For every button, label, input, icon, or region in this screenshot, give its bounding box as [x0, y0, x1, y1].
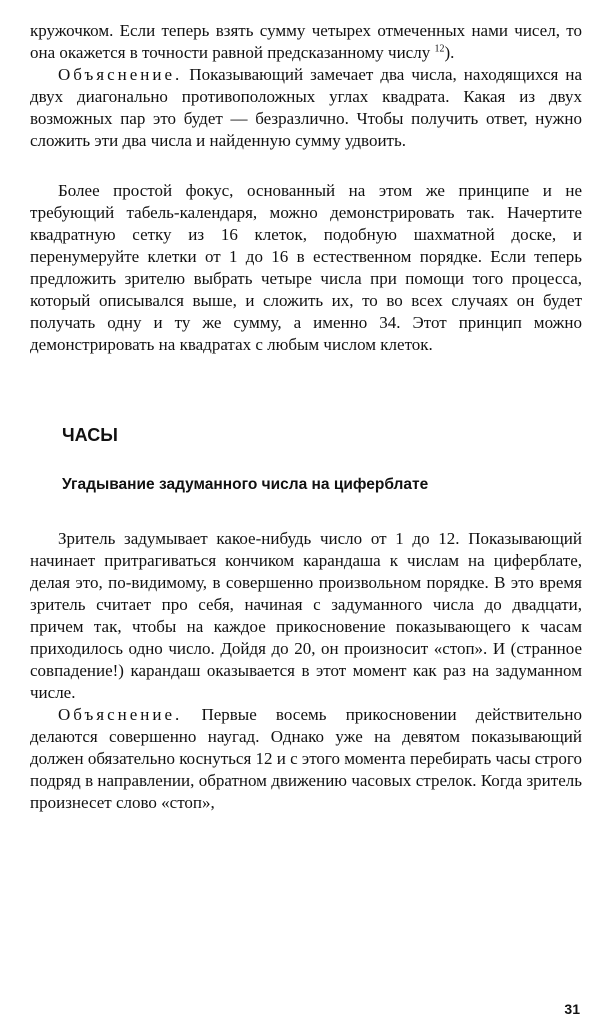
section-heading: ЧАСЫ: [62, 425, 118, 445]
spacer: [30, 446, 582, 474]
paragraph-text: Первые восемь прикосновении действительно делаются совершенно наугад. Однако уже на девятом показывающий должен обязательно коснуться 12 и с этого момента перебирать часы строго подряд в направлении, обратном движению часовых стрелок. Когда зритель произнесет слово «стоп»,: [30, 705, 582, 812]
spacer: [30, 356, 582, 424]
explanation-lead: Объяснение.: [58, 705, 183, 724]
spacer: [30, 496, 582, 528]
paragraph-text: Более простой фокус, основанный на этом же принципе и не требующий табель-календаря, можно демонстрировать так. Начертите квадратную сетку из 16 клеток, подобную шахматной доске, и перенумеруйте клетки от 1 до 16 в естественном порядке. Если теперь предложить зрителю выбрать четыре числа при помощи того процесса, который описывался выше, и сложить их, то во всех случаях он будет получать одну и ту же сумму, а именно 34. Этот принцип можно демонстрировать на квадратах с любым числом клеток.: [30, 181, 582, 354]
paragraph-end: ).: [444, 43, 455, 62]
paragraph-clock-trick: [30, 528, 582, 704]
spacer: [30, 152, 582, 180]
paragraph-text: Показывающий замечает два числа, находящихся на двух диагонально противоположных углах квадрата. Какая из двух возможных пар это будет — безразлично. Чтобы получить ответ, нужно сложить эти два числа и найденную сумму удвоить.: [30, 65, 582, 150]
paragraph-explanation: [30, 64, 582, 152]
footnote-marker: 12: [434, 43, 445, 55]
explanation-lead: Объяснение.: [58, 65, 183, 84]
paragraph-clock-explanation: [30, 704, 582, 814]
paragraph-text: кружочком. Если теперь взять сумму четырех отмеченных нами чисел, то она окажется в точности равной предсказанному числу: [30, 21, 582, 62]
paragraph-text: Зритель задумывает какое-нибудь число от 1 до 12. Показывающий начинает притрагиваться кончиком карандаша к числам на циферблате, делая это, по-видимому, в совершенно произвольном порядке. В это время зритель считает про себя, начиная с задуманного числа до двадцати, причем так, чтобы на каждое прикосновение показывающего к часам приходилось одно число. Дойдя до 20, он произносит «стоп». И (странное совпадение!) карандаш оказывается в этот момент как раз на задуманном числе.: [30, 529, 582, 702]
page-number: 31: [564, 1001, 580, 1017]
section-subheading: Угадывание задуманного числа на циферблате: [62, 476, 429, 493]
paragraph-continuation: [30, 20, 582, 64]
paragraph-simpler-trick: [30, 180, 582, 356]
page-content: [30, 20, 582, 814]
